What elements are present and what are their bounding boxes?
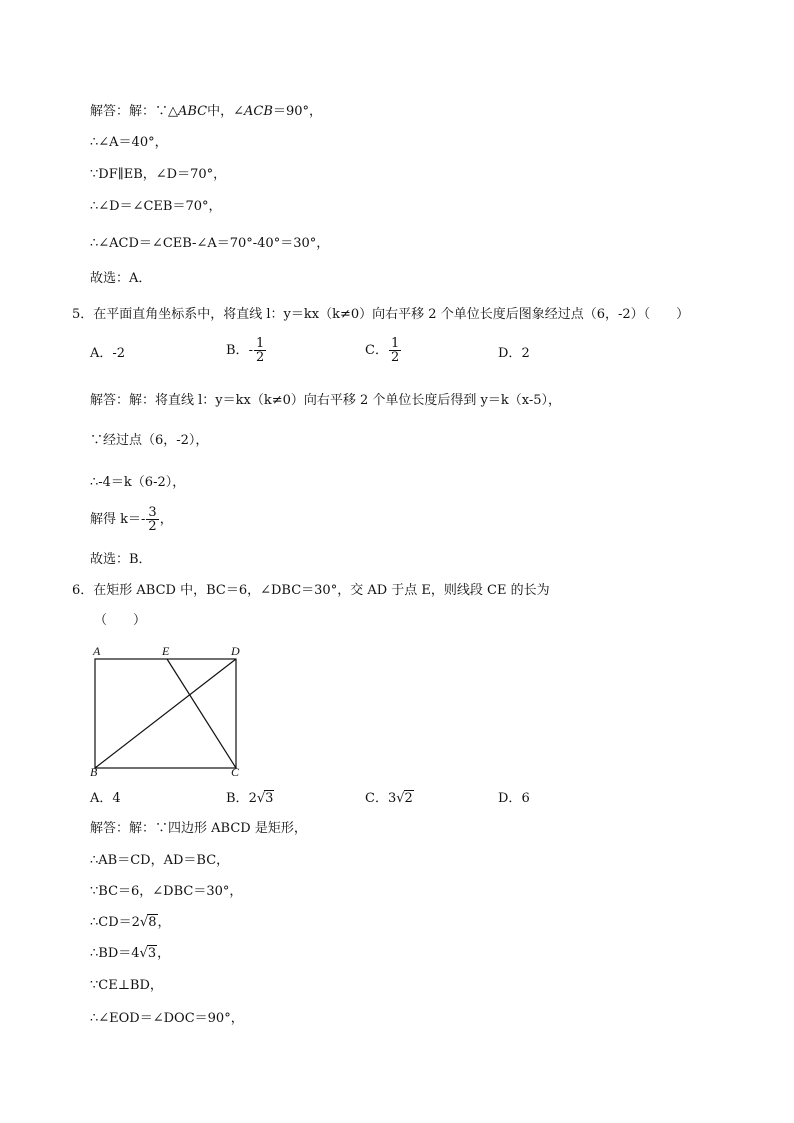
q6-stem: 6．在矩形 ABCD 中，BC＝6，∠DBC＝30°，交 AD 于点 E，则线段 CE 的长为: [72, 583, 550, 598]
q5-answer: 故选：B．: [90, 552, 152, 567]
q6-solution-line-4: ∴CD＝2√8，: [90, 915, 171, 930]
q4-solution-line-5: ∴∠ACD＝∠CEB-∠A＝70°-40°＝30°，: [90, 236, 330, 251]
q6-cd-sqrt: √8: [139, 915, 157, 930]
q5-option-b[interactable]: B．- $\frac{1}{2}$: [226, 336, 265, 365]
q6-solution-line-6: ∵CE⊥BD，: [90, 978, 163, 993]
q4-solution-line-1: 解答：解：∵△ABC中，∠ACB＝90°，: [90, 104, 322, 119]
q5-solution-line-2: ∵经过点（6，-2），: [90, 433, 209, 448]
q6-option-b[interactable]: B．2√3: [226, 791, 274, 806]
label-a: A: [93, 644, 101, 658]
q5-solution-line-4: 解得 k＝- $\frac{3}{2}$ ，: [90, 505, 173, 534]
q6-solution-line-3: ∵BC＝6，∠DBC＝30°，: [90, 884, 243, 899]
label-d: D: [231, 644, 240, 658]
q4-solution-line-4: ∴∠D＝∠CEB＝70°，: [90, 199, 222, 214]
q4-answer: 故选：A．: [90, 271, 152, 286]
q6-solution-line-5: ∴BD＝4√3，: [90, 946, 171, 961]
segment-ce: [167, 659, 236, 768]
q6-option-d[interactable]: D．6: [498, 791, 530, 806]
label-b: B: [90, 765, 98, 778]
diagonal-bd: [95, 659, 236, 768]
q6-bd-sqrt: √3: [139, 946, 157, 961]
q6-option-b-sqrt: √3: [256, 791, 274, 806]
label-e: E: [162, 644, 170, 658]
q5-stem: 5．在平面直角坐标系中，将直线 l：y＝kx（k≠0）向右平移 2 个单位长度后图象经过点（6，-2）（ ）: [72, 307, 690, 322]
q6-solution-line-7: ∴∠EOD＝∠DOC＝90°，: [90, 1011, 244, 1026]
q5-option-a[interactable]: A．-2: [90, 346, 126, 361]
q4-solution-line-3: ∵DF∥EB，∠D＝70°，: [90, 167, 227, 182]
q5-option-d[interactable]: D．2: [498, 346, 530, 361]
q5-option-c-fraction: $\frac{1}{2}$: [390, 336, 400, 365]
q6-option-c[interactable]: C．3√2: [365, 791, 413, 806]
q5-solve-fraction: $\frac{3}{2}$: [148, 505, 157, 534]
q5-solution-line-3: ∴-4＝k（6-2），: [90, 475, 186, 490]
q6-solution-line-2: ∴AB＝CD，AD＝BC，: [90, 853, 230, 868]
q4-solution-line-2: ∴∠A＝40°，: [90, 135, 168, 150]
q5-option-b-fraction: $\frac{1}{2}$: [255, 336, 265, 365]
q6-solution-line-1: 解答：解：∵四边形 ABCD 是矩形，: [90, 821, 307, 836]
q5-solution-line-1: 解答：解：将直线 l：y＝kx（k≠0）向右平移 2 个单位长度后得到 y＝k（x-5），: [90, 393, 562, 408]
q5-option-c[interactable]: C． $\frac{1}{2}$: [365, 336, 400, 365]
label-c: C: [231, 765, 240, 778]
q6-rectangle-figure: [85, 643, 255, 778]
q6-option-c-sqrt: √2: [396, 791, 413, 806]
q6-option-a[interactable]: A．4: [90, 791, 121, 806]
q6-answer-paren: （ ）: [94, 613, 147, 628]
